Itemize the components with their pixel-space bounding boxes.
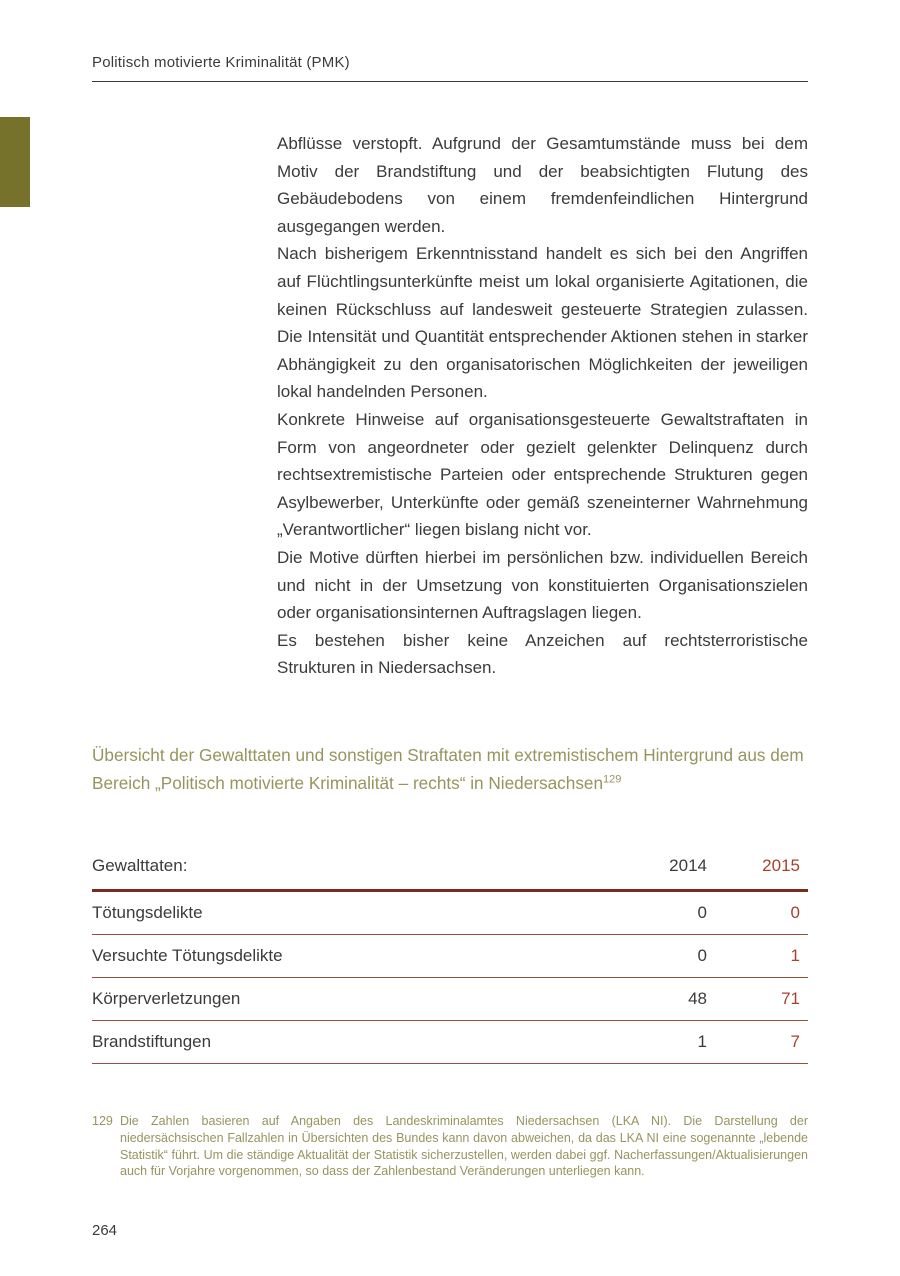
table-row [92, 935, 808, 978]
footnote-number: 129 [92, 1114, 113, 1128]
table-header-row [92, 848, 808, 892]
table-cell-label: Tötungsdelikte [92, 903, 203, 922]
running-header: Politisch motivierte Kriminalität (PMK) [92, 54, 808, 82]
table-cell-2014: 1 [697, 1032, 707, 1051]
table-cell-label: Brandstiftungen [92, 1032, 212, 1051]
section-heading-text: Übersicht der Gewalttaten und sonstigen Straftaten mit extremistischem Hintergrund aus dem Bereich „Politisch motivierte Kriminalität – rechts“ in Niedersachsen [92, 745, 804, 793]
footnote [92, 1113, 808, 1180]
page-number: 264 [92, 1222, 118, 1239]
table-header-2014: 2014 [669, 856, 707, 875]
table-cell-2014: 0 [697, 903, 707, 922]
table-cell-2014: 0 [697, 946, 707, 965]
table-header-2015: 2015 [762, 856, 800, 875]
table-row [92, 978, 808, 1021]
table-cell-2015: 1 [790, 946, 800, 965]
body-paragraph: Die Motive dürften hierbei im persönlichen bzw. individuellen Bereich und nicht in der Umsetzung von konstituierten Organisationszielen oder organisationsinternen Auftragslagen liegen. [277, 547, 808, 623]
section-heading [92, 742, 812, 797]
body-paragraph: Nach bisherigem Erkenntnisstand handelt es sich bei den Angriffen auf Flüchtlingsunterkünfte meist um lokal organisierte Agitationen, die keinen Rückschluss auf landesweit gesteuerte Strategien zulassen. Die Intensität und Quantität entsprechender Aktionen stehen in starker Abhängigkeit zu den organisatorischen Möglichkeiten der jeweiligen lokal handelnden Personen. [277, 244, 808, 402]
table-cell-2015: 0 [790, 903, 800, 922]
table-cell-2015: 71 [781, 989, 800, 1008]
body-paragraph: Abflüsse verstopft. Aufgrund der Gesamtumstände muss bei dem Motiv der Brandstiftung und der beabsichtigten Flutung des Gebäudebodens von einem fremdenfeindlichen Hintergrund ausgegangen werden. [277, 134, 808, 236]
footnote-reference: 129 [603, 772, 622, 785]
footnote-text: Die Zahlen basieren auf Angaben des Landeskriminalamtes Niedersachsen (LKA NI). Die Darstellung der niedersächsischen Fallzahlen in Übersichten des Bundes kann davon abweichen, da das LKA NI eine sogenannte „lebende Statistik“ führt. Um die ständige Aktualität der Statistik sicherzustellen, werden dabei ggf. Nacherfassungen/Aktualisierungen auch für Vorjahre vorgenommen, so dass der Zahlenbestand Veränderungen unterliegen kann. [120, 1114, 808, 1179]
violence-statistics-table [92, 848, 808, 1064]
table-header-label: Gewalttaten: [92, 856, 188, 875]
table-row [92, 1021, 808, 1064]
section-marker-tab [0, 117, 30, 207]
table-cell-2015: 7 [790, 1032, 800, 1051]
body-paragraph: Konkrete Hinweise auf organisationsgesteuerte Gewaltstraftaten in Form von angeordneter oder gezielt gelenkter Delinquenz durch rechtsextremistische Parteien oder entsprechende Strukturen gegen Asylbewerber, Unterkünfte oder gemäß szeneinterner Wahrnehmung „Verantwortlicher“ liegen bislang nicht vor. [277, 409, 808, 540]
body-text-column [277, 130, 808, 682]
body-paragraph: Es bestehen bisher keine Anzeichen auf rechtsterroristische Strukturen in Niedersachsen. [277, 630, 808, 678]
table-cell-2014: 48 [688, 989, 707, 1008]
table-cell-label: Körperverletzungen [92, 989, 241, 1008]
table-cell-label: Versuchte Tötungsdelikte [92, 946, 283, 965]
table-row [92, 892, 808, 935]
